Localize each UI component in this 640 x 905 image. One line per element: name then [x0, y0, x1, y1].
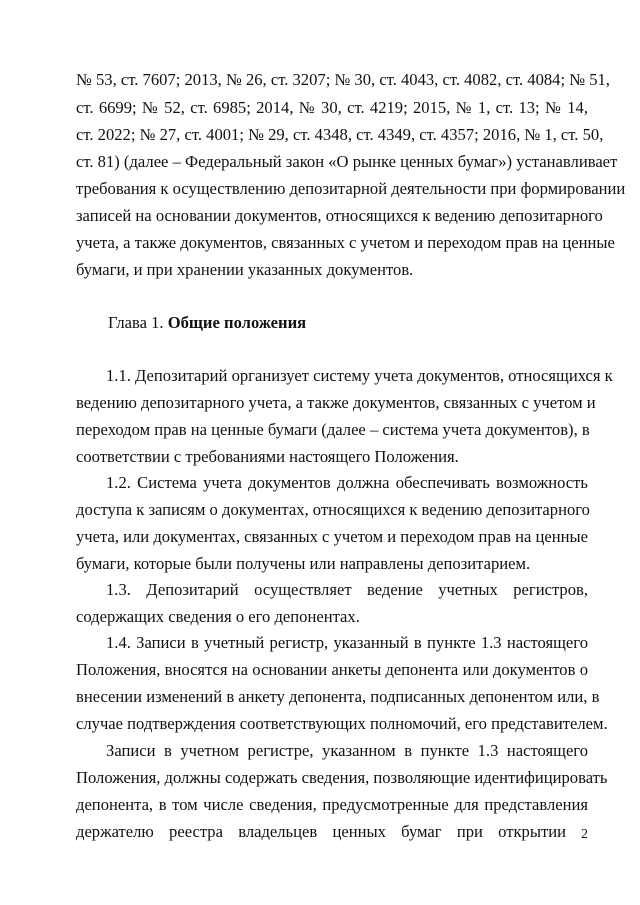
text-line: держателю реестра владельцев ценных бумаг при открытии — [76, 822, 566, 841]
text-line: требования к осуществлению депозитарной деятельности при формировании — [76, 179, 626, 198]
text-line: соответствии с требованиями настоящего Положения. — [76, 447, 459, 466]
chapter-title: Общие положения — [167, 313, 307, 332]
text-line: ст. 6699; № 52, ст. 6985; 2014, № 30, ст. 4219; 2015, № 1, ст. 13; № 14, — [76, 98, 588, 117]
paragraph-1-1-first-line: 1.1. Депозитарий организует систему учета документов, относящихся к — [106, 366, 613, 385]
text-line: ведению депозитарного учета, а также документов, связанных с учетом и — [76, 393, 596, 412]
text-line: бумаги, и при хранении указанных документов. — [76, 260, 414, 279]
text-line: Положения, должны содержать сведения, позволяющие идентифицировать — [76, 768, 608, 787]
text-line: внесении изменений в анкету депонента, подписанных депонентом или, в — [76, 687, 600, 706]
text-line: учета, или документах, связанных с учетом и переходом прав на ценные — [76, 527, 588, 546]
text-line: переходом прав на ценные бумаги (далее – система учета документов), в — [76, 420, 590, 439]
paragraph-1-3-first-line: 1.3. Депозитарий осуществляет ведение учетных регистров, — [106, 580, 588, 599]
paragraph-1-4-first-line: 1.4. Записи в учетный регистр, указанный в пункте 1.3 настоящего — [106, 633, 588, 652]
text-line: № 53, ст. 7607; 2013, № 26, ст. 3207; № 30, ст. 4043, ст. 4082, ст. 4084; № 51, — [76, 70, 610, 89]
chapter-prefix: Глава 1. — [108, 313, 168, 332]
paragraph-1-2-first-line: 1.2. Система учета документов должна обеспечивать возможность — [106, 473, 588, 492]
text-line: бумаги, которые были получены или направлены депозитарием. — [76, 554, 531, 573]
text-line: записей на основании документов, относящихся к ведению депозитарного — [76, 206, 603, 225]
text-line: случае подтверждения соответствующих полномочий, его представителем. — [76, 714, 608, 733]
text-line: доступа к записям о документах, относящихся к ведению депозитарного — [76, 500, 590, 519]
text-line: депонента, в том числе сведения, предусмотренные для представления — [76, 795, 588, 814]
text-line: ст. 81) (далее – Федеральный закон «О рынке ценных бумаг») устанавливает — [76, 152, 618, 171]
chapter-heading — [108, 313, 306, 333]
page-number: 2 — [581, 827, 588, 842]
text-line: содержащих сведения о его депонентах. — [76, 607, 360, 626]
text-line: ст. 2022; № 27, ст. 4001; № 29, ст. 4348, ст. 4349, ст. 4357; 2016, № 1, ст. 50, — [76, 125, 604, 144]
text-line: учета, а также документов, связанных с учетом и переходом прав на ценные — [76, 233, 615, 252]
text-line: Положения, вносятся на основании анкеты депонента или документов о — [76, 660, 588, 679]
paragraph-records-first-line: Записи в учетном регистре, указанном в пункте 1.3 настоящего — [106, 741, 588, 760]
